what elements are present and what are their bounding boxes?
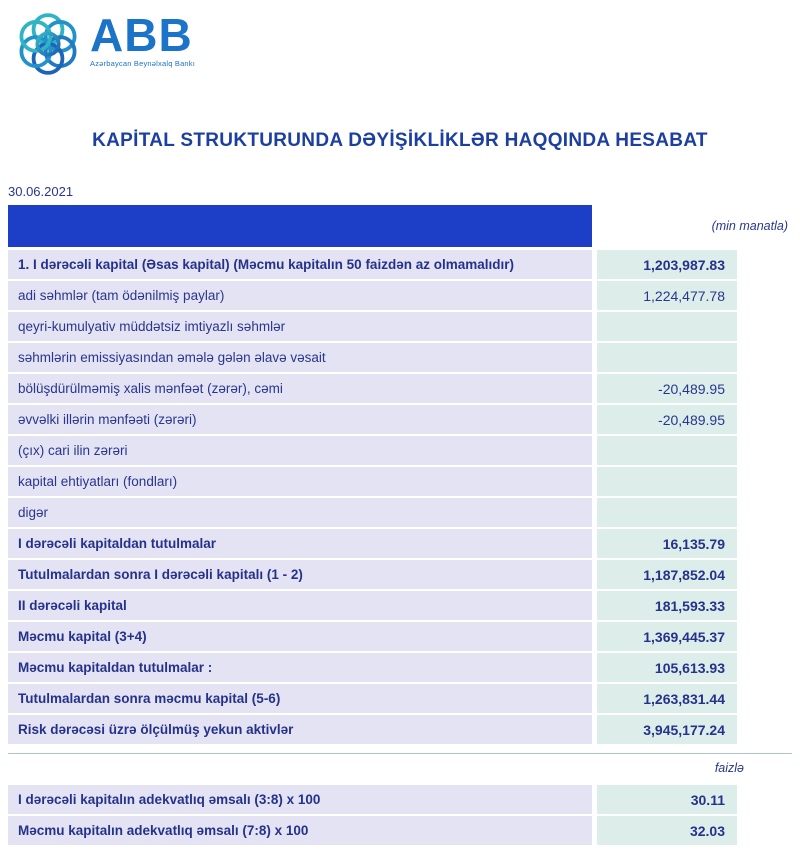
row-label: II dərəcəli kapital bbox=[8, 591, 592, 620]
row-label: digər bbox=[8, 498, 592, 527]
table-row bbox=[8, 312, 792, 341]
row-label: əvvəlki illərin mənfəəti (zərəri) bbox=[8, 405, 592, 434]
row-value bbox=[597, 498, 737, 527]
row-label: bölüşdürülməmiş xalis mənfəət (zərər), cəmi bbox=[8, 374, 592, 403]
row-value: 30.11 bbox=[597, 785, 737, 814]
row-value: -20,489.95 bbox=[597, 374, 737, 403]
table-row bbox=[8, 498, 792, 527]
row-value: 105,613.93 bbox=[597, 653, 737, 682]
table-row bbox=[8, 591, 792, 620]
table-row bbox=[8, 281, 792, 310]
row-value: 32.03 bbox=[597, 816, 737, 845]
row-value: 16,135.79 bbox=[597, 529, 737, 558]
abb-wordmark: ABB bbox=[90, 9, 193, 61]
row-value: 1,187,852.04 bbox=[597, 560, 737, 589]
row-label: kapital ehtiyatları (fondları) bbox=[8, 467, 592, 496]
table-row bbox=[8, 715, 792, 744]
unit-label-ratio: faizlə bbox=[714, 761, 744, 775]
table-row bbox=[8, 343, 792, 372]
row-value: 181,593.33 bbox=[597, 591, 737, 620]
row-value bbox=[597, 436, 737, 465]
table-row bbox=[8, 405, 792, 434]
table-header-bar bbox=[8, 205, 592, 247]
row-value: 1,263,831.44 bbox=[597, 684, 737, 713]
row-label: I dərəcəli kapitaldan tutulmalar bbox=[8, 529, 592, 558]
row-label: Məcmu kapitaldan tutulmalar : bbox=[8, 653, 592, 682]
table-row bbox=[8, 467, 792, 496]
row-label: 1. I dərəcəli kapital (Əsas kapital) (Məcmu kapitalın 50 faizdən az olmamalıdır) bbox=[8, 250, 592, 279]
table-header bbox=[8, 205, 792, 247]
abb-logo-knot-icon bbox=[10, 6, 86, 82]
table-row bbox=[8, 816, 792, 845]
table-row bbox=[8, 684, 792, 713]
table-row bbox=[8, 560, 792, 589]
row-value: 1,369,445.37 bbox=[597, 622, 737, 651]
table-row bbox=[8, 622, 792, 651]
row-value: 3,945,177.24 bbox=[597, 715, 737, 744]
row-value bbox=[597, 312, 737, 341]
table-row bbox=[8, 374, 792, 403]
row-value: 1,203,987.83 bbox=[597, 250, 737, 279]
row-value: 1,224,477.78 bbox=[597, 281, 737, 310]
row-label: Risk dərəcəsi üzrə ölçülmüş yekun aktivlər bbox=[8, 715, 592, 744]
table-row bbox=[8, 785, 792, 814]
page-title: KAPİTAL STRUKTURUNDA DƏYİŞİKLİKLƏR HAQQINDA HESABAT bbox=[92, 130, 708, 151]
row-label: Tutulmalardan sonra I dərəcəli kapitalı (1 - 2) bbox=[8, 560, 592, 589]
row-label: Məcmu kapital (3+4) bbox=[8, 622, 592, 651]
table-row bbox=[8, 529, 792, 558]
abb-logo-text bbox=[90, 9, 196, 68]
report-date: 30.06.2021 bbox=[8, 184, 74, 199]
abb-subtitle: Azərbaycan Beynəlxalq Bankı bbox=[90, 58, 196, 68]
abb-logo bbox=[0, 0, 800, 88]
capital-table-rows bbox=[8, 250, 792, 744]
row-label: səhmlərin emissiyasından əmələ gələn əlavə vəsait bbox=[8, 343, 592, 372]
table-row bbox=[8, 436, 792, 465]
row-value bbox=[597, 343, 737, 372]
row-value bbox=[597, 467, 737, 496]
row-label: Məcmu kapitalın adekvatlıq əmsalı (7:8) x 100 bbox=[8, 816, 592, 845]
row-label: adi səhmlər (tam ödənilmiş paylar) bbox=[8, 281, 592, 310]
table-row bbox=[8, 653, 792, 682]
unit-label-main: (min manatla) bbox=[711, 219, 788, 233]
row-label: I dərəcəli kapitalın adekvatlıq əmsalı (3:8) x 100 bbox=[8, 785, 592, 814]
capital-structure-table bbox=[8, 205, 792, 845]
ratio-table-rows bbox=[8, 785, 792, 845]
table-row bbox=[8, 250, 792, 279]
row-label: (çıx) cari ilin zərəri bbox=[8, 436, 592, 465]
row-label: Tutulmalardan sonra məcmu kapital (5-6) bbox=[8, 684, 592, 713]
row-value: -20,489.95 bbox=[597, 405, 737, 434]
row-label: qeyri-kumulyativ müddətsiz imtiyazlı səhmlər bbox=[8, 312, 592, 341]
